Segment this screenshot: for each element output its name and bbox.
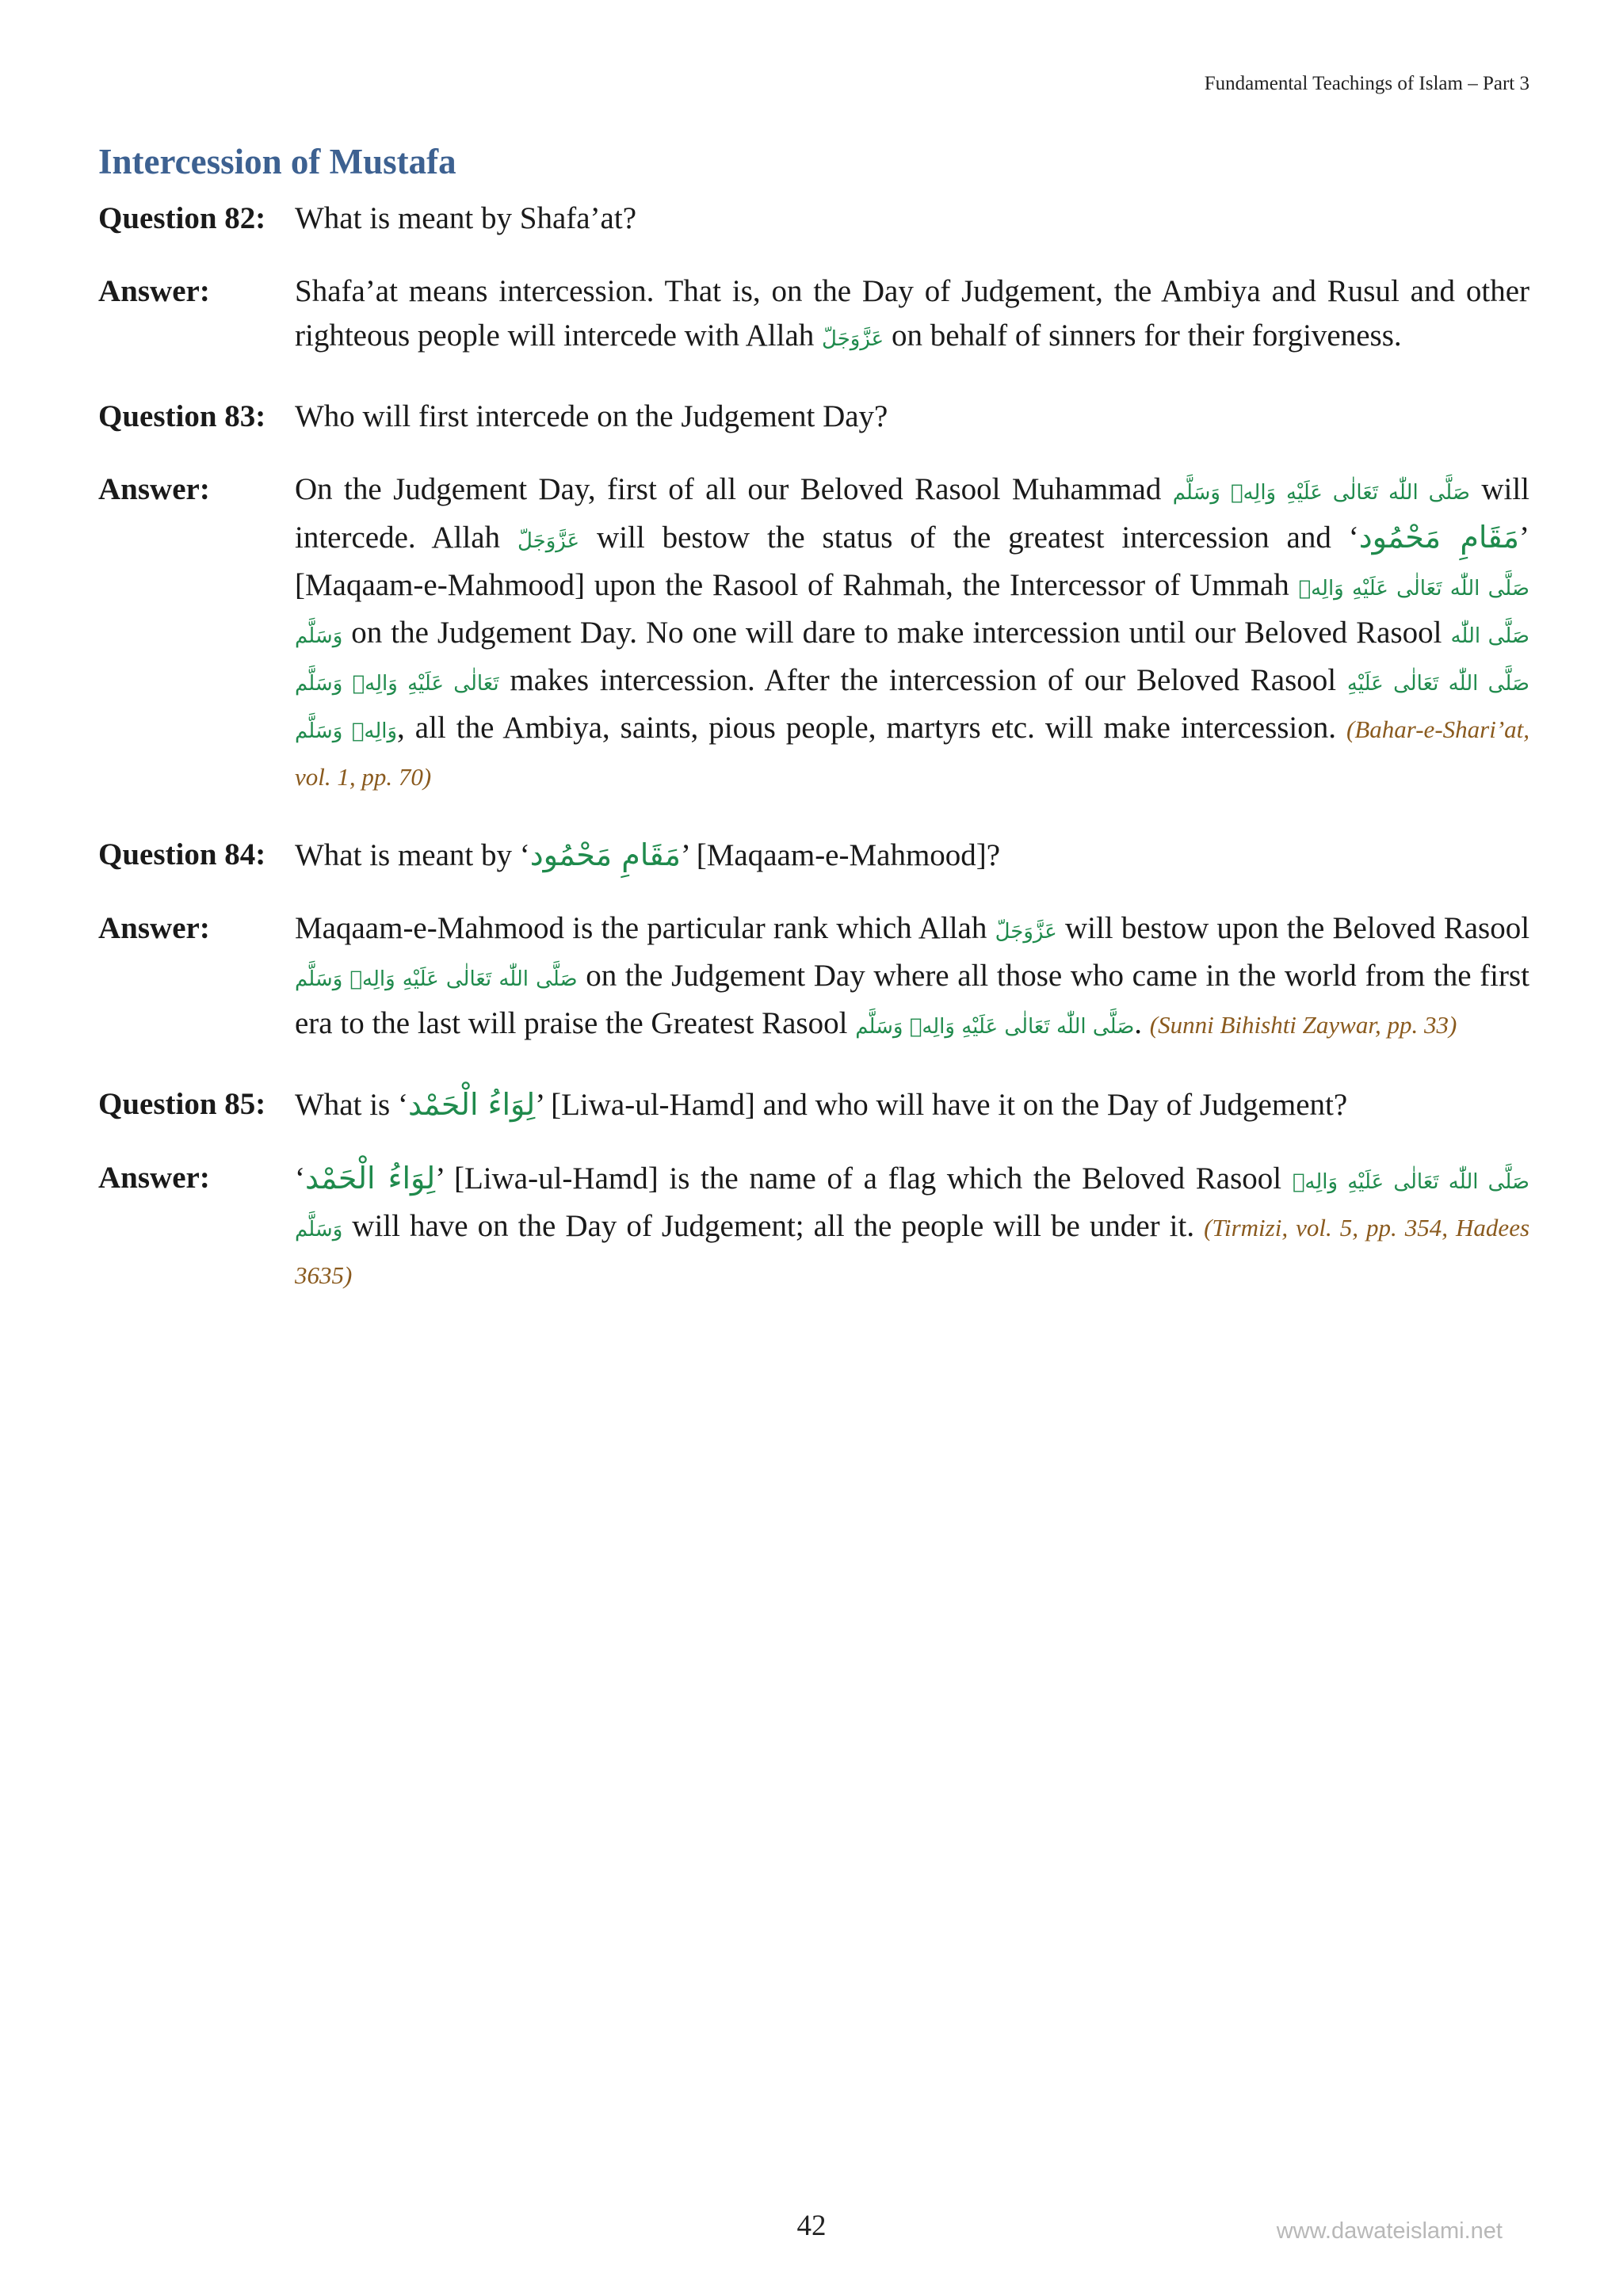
question-segment: What is ‘ bbox=[295, 1088, 408, 1122]
answer-text bbox=[295, 1156, 1529, 1298]
answer-segment: will have on the Day of Judgement; all the people will be under it. bbox=[352, 1209, 1195, 1243]
arabic-liwa-ul-hamd: لِوَاءُ الْحَمْد bbox=[305, 1161, 436, 1196]
question-label: Question 84: bbox=[98, 837, 266, 871]
arabic-salutation: صَلَّى اللّٰه تَعَالٰى عَلَيْهِ وَالِهٖ وَسَلَّم bbox=[295, 1170, 1530, 1241]
arabic-honorific-azza-wa-jal: عَزَّوَجَلّ bbox=[822, 327, 884, 351]
answer-segment: Maqaam-e-Mahmood is the particular rank which Allah bbox=[295, 911, 987, 945]
answer-segment: ‘ bbox=[295, 1161, 305, 1196]
answer-text bbox=[295, 906, 1529, 1049]
question-label: Question 83: bbox=[98, 399, 266, 433]
answer-segment: will intercede. Allah bbox=[295, 472, 1530, 555]
reference-citation: (Sunni Bihishti Zaywar, pp. 33) bbox=[1149, 1011, 1457, 1039]
answer-segment: will bestow the status of the greatest intercession and ‘ bbox=[597, 521, 1359, 555]
question-85 bbox=[98, 1082, 1529, 1127]
answer-segment: , all the Ambiya, saints, pious people, martyrs etc. will make intercession. bbox=[397, 711, 1337, 745]
answer-text bbox=[295, 467, 1529, 799]
answer-segment: . bbox=[1134, 1006, 1143, 1040]
arabic-maqaam-mahmood: مَقَامِ مَحْمُود bbox=[529, 837, 681, 872]
answer-84 bbox=[98, 906, 1529, 1049]
reference-citation: (Tirmizi, vol. 5, pp. 354, Hadees 3635) bbox=[295, 1214, 1530, 1289]
page-number: 42 bbox=[796, 2210, 827, 2242]
question-segment: ’ [Maqaam-e-Mahmood]? bbox=[680, 838, 1001, 872]
arabic-maqaam-mahmood: مَقَامِ مَحْمُود bbox=[1358, 520, 1520, 555]
arabic-salutation: صَلَّى اللّٰه تَعَالٰى عَلَيْهِ وَالِهٖ وَسَلَّم bbox=[295, 577, 1529, 648]
arabic-salutation: صَلَّى اللّٰه تَعَالٰى عَلَيْهِ وَالِهٖ وَسَلَّم bbox=[295, 624, 1529, 696]
question-label: Question 85: bbox=[98, 1087, 266, 1121]
question-label: Question 82: bbox=[98, 201, 266, 235]
section-title: Intercession of Mustafa bbox=[98, 142, 456, 181]
answer-label: Answer: bbox=[98, 274, 210, 308]
arabic-salutation: صَلَّى اللّٰه تَعَالٰى عَلَيْهِ وَالِهٖ وَسَلَّم bbox=[295, 672, 1530, 743]
answer-segment: on the Judgement Day. No one will dare to make intercession until our Beloved Rasool bbox=[351, 616, 1442, 650]
running-header: Fundamental Teachings of Islam – Part 3 bbox=[1204, 73, 1529, 94]
answer-segment: on the Judgement Day where all those who came in the world from the first era to the last will praise the Greatest Rasool bbox=[295, 959, 1530, 1040]
answer-segment: on behalf of sinners for their forgiveness. bbox=[891, 318, 1402, 353]
answer-text bbox=[295, 269, 1529, 361]
answer-label: Answer: bbox=[98, 1161, 210, 1195]
answer-label: Answer: bbox=[98, 472, 210, 506]
answer-label: Answer: bbox=[98, 911, 210, 945]
answer-segment: ’ [Liwa-ul-Hamd] is the name of a flag which the Beloved Rasool bbox=[435, 1161, 1282, 1196]
qa-list bbox=[98, 196, 1529, 1331]
question-84 bbox=[98, 833, 1529, 878]
question-83 bbox=[98, 395, 1529, 439]
question-text: What is meant by Shafa’at? bbox=[295, 201, 636, 235]
answer-segment: ’ [Maqaam-e-Mahmood] upon the Rasool of Rahmah, the Intercessor of Ummah bbox=[295, 521, 1530, 602]
answer-segment: makes intercession. After the intercession of our Beloved Rasool bbox=[510, 663, 1337, 697]
reference-citation: (Bahar-e-Shari’at, vol. 1, pp. 70) bbox=[295, 715, 1530, 791]
arabic-honorific-azza-wa-jal: عَزَّوَجَلّ bbox=[995, 920, 1057, 944]
arabic-salutation: صَلَّى اللّٰه تَعَالٰى عَلَيْهِ وَالِهٖ وَسَلَّم bbox=[295, 967, 578, 991]
question-text bbox=[295, 833, 1529, 878]
website-watermark: www.dawateislami.net bbox=[1276, 2218, 1503, 2244]
arabic-honorific-azza-wa-jal: عَزَّوَجَلّ bbox=[517, 529, 580, 553]
arabic-salutation: صَلَّى اللّٰه تَعَالٰى عَلَيْهِ وَالِهٖ وَسَلَّم bbox=[855, 1015, 1135, 1039]
answer-segment: On the Judgement Day, first of all our Beloved Rasool Muhammad bbox=[295, 472, 1162, 506]
answer-segment: will bestow upon the Beloved Rasool bbox=[1064, 911, 1530, 945]
question-text bbox=[295, 1082, 1529, 1127]
question-segment: ’ [Liwa-ul-Hamd] and who will have it on the Day of Judgement? bbox=[535, 1088, 1348, 1122]
arabic-salutation: صَلَّى اللّٰه تَعَالٰى عَلَيْهِ وَالِهٖ وَسَلَّم bbox=[1172, 481, 1470, 505]
arabic-liwa-ul-hamd: لِوَاءُ الْحَمْد bbox=[407, 1087, 536, 1122]
answer-85 bbox=[98, 1156, 1529, 1298]
question-segment: What is meant by ‘ bbox=[295, 838, 530, 872]
question-82 bbox=[98, 196, 1529, 241]
question-text: Who will first intercede on the Judgement Day? bbox=[295, 399, 888, 433]
answer-segment: Shafa’at means intercession. That is, on the Day of Judgement, the Ambiya and Rusul and other righteous people will intercede with Allah bbox=[295, 274, 1529, 353]
answer-83 bbox=[98, 467, 1529, 799]
answer-82 bbox=[98, 269, 1529, 361]
